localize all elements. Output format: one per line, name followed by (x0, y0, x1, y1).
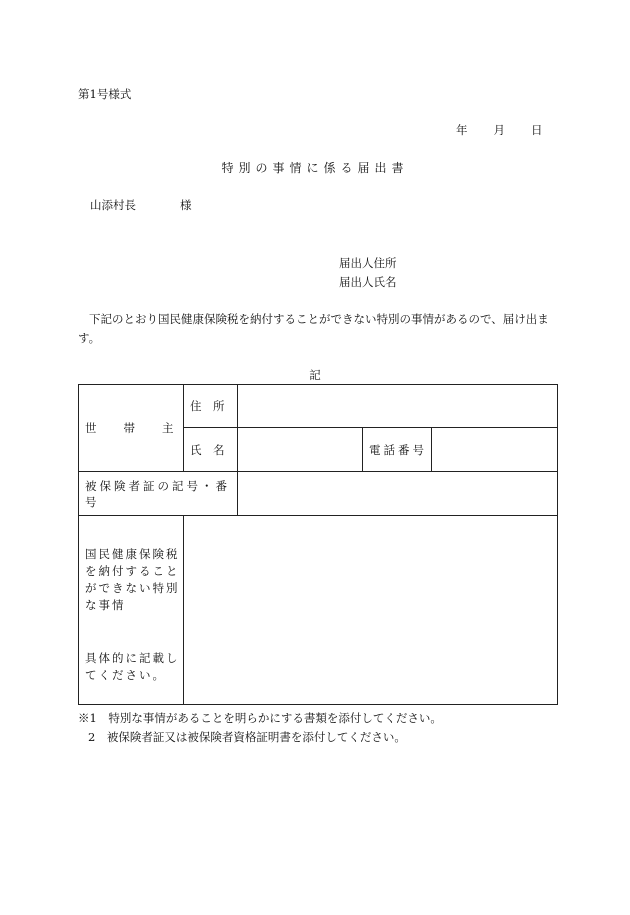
insurance-number-field[interactable] (238, 472, 558, 516)
date-year: 年 (456, 123, 468, 137)
date-line (456, 122, 543, 138)
phone-label: 電話番号 (363, 428, 432, 472)
addressee-honorific: 様 (180, 198, 192, 212)
phone-field[interactable] (432, 428, 558, 472)
householder-label: 世 帯 主 (79, 385, 184, 472)
form-number: 第1号様式 (78, 87, 132, 101)
applicant-address-label: 届出人住所 (339, 256, 397, 270)
addressee-name: 山添村長 (90, 198, 136, 212)
name-field[interactable] (238, 428, 363, 472)
address-field[interactable] (238, 385, 558, 428)
address-label: 住 所 (184, 385, 238, 428)
addressee (90, 197, 192, 213)
note-2: 2 被保険者証又は被保険者資格証明書を添付してください。 (88, 730, 406, 744)
reason-field[interactable] (184, 516, 558, 705)
name-label: 氏 名 (184, 428, 238, 472)
reason-instruction: 具体的に記載してください。 (85, 651, 180, 682)
body-text: 下記のとおり国民健康保険税を納付することができない特別の事情があるので、届け出ます。 (78, 312, 549, 345)
notes (78, 709, 442, 747)
reason-label (79, 516, 184, 705)
applicant-name-label: 届出人氏名 (339, 275, 397, 289)
applicant-block (339, 254, 397, 292)
date-month: 月 (493, 123, 505, 137)
ki-heading: 記 (309, 368, 321, 382)
insurance-number-label: 被保険者証の記号・番号 (79, 472, 238, 516)
date-day: 日 (531, 123, 543, 137)
note-1: ※1 特別な事情があることを明らかにする書類を添付してください。 (78, 711, 442, 725)
reason-text: 国民健康保険税を納付することができない特別な事情 (85, 547, 180, 612)
form-table (78, 384, 558, 705)
document-title: 特別の事情に係る届出書 (221, 161, 409, 175)
